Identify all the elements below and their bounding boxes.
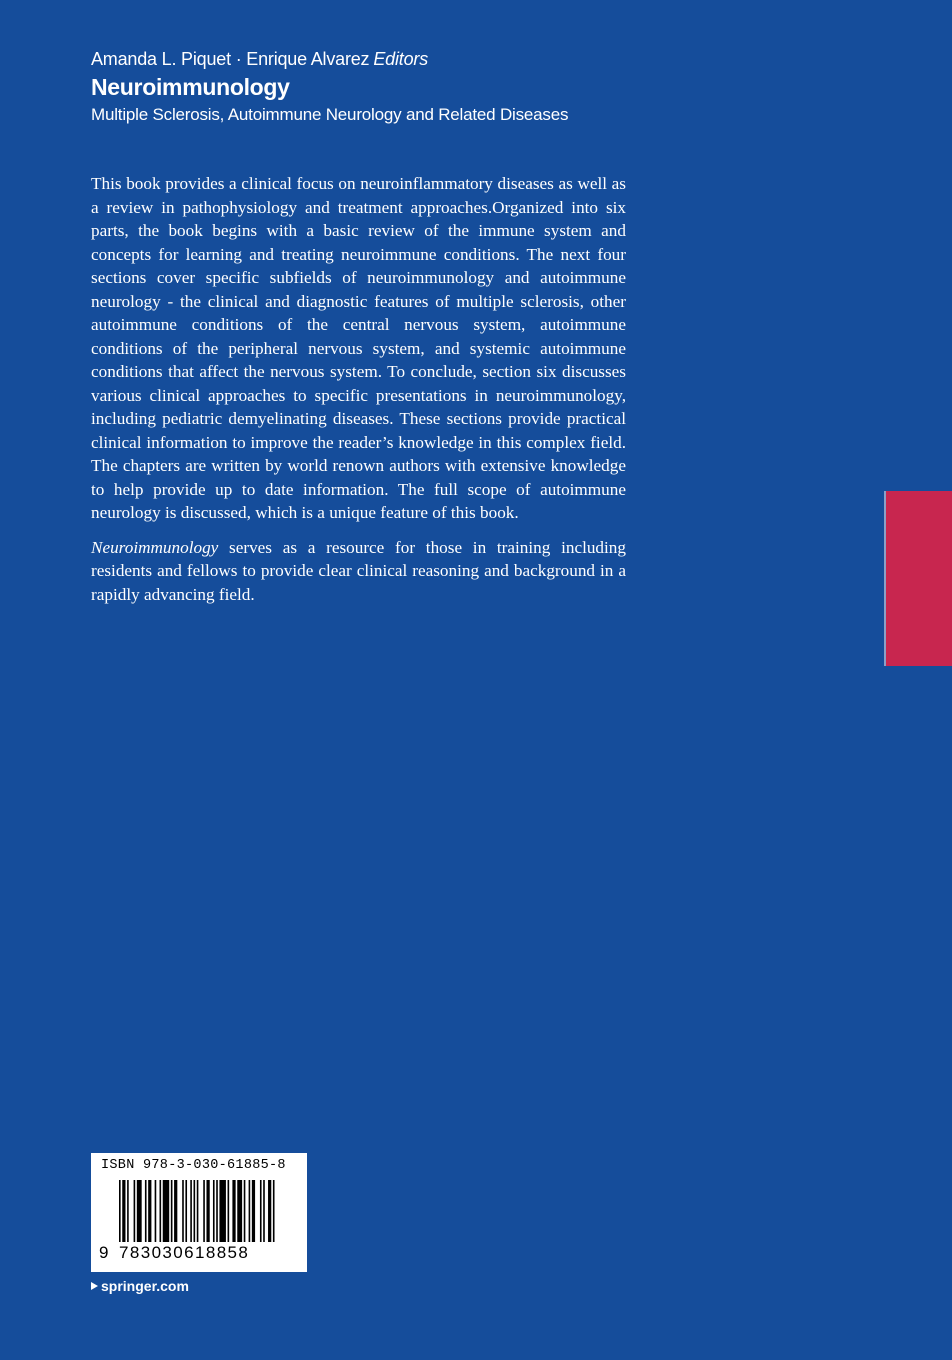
editor-names: Amanda L. Piquet · Enrique Alvarez bbox=[91, 49, 370, 69]
barcode-bar bbox=[232, 1180, 235, 1242]
barcode-bar bbox=[244, 1180, 246, 1242]
description-paragraph-1: This book provides a clinical focus on neuroinflammatory diseases as well as a review in pathophysiology and treatment approaches.Organized into six parts, the book begins with a basic review of the immune system and concepts for learning and treating neuroimmune conditions. The next four sections cover specific subfields of neuroimmunology and autoimmune neurology - the clinical and diagnostic features of multiple sclerosis, other autoimmune conditions of the central nervous system, autoimmune conditions of the peripheral nervous system, and systemic autoimmune conditions that affect the nervous system. To conclude, section six discusses various clinical approaches to specific presentations in neuroimmunology, including pediatric demyelinating diseases. These sections provide practical clinical information to improve the reader’s knowledge in this complex field. The chapters are written by world renown authors with extensive knowledge to help provide up to date information. The full scope of autoimmune neurology is discussed, which is a unique feature of this book. bbox=[91, 174, 626, 522]
book-subtitle: Multiple Sclerosis, Autoimmune Neurology and Related Diseases bbox=[91, 105, 569, 124]
barcode-bar bbox=[185, 1180, 187, 1242]
barcode-bar bbox=[148, 1180, 151, 1242]
barcode-bar bbox=[237, 1180, 242, 1242]
editors-line bbox=[91, 46, 691, 72]
isbn-number: ISBN 978-3-030-61885-8 bbox=[101, 1158, 286, 1173]
barcode-bar bbox=[119, 1180, 121, 1242]
arrow-right-icon bbox=[91, 1282, 98, 1290]
barcode-digits: 783030618858 bbox=[119, 1243, 250, 1262]
barcode-bar bbox=[134, 1180, 136, 1242]
barcode-bar bbox=[190, 1180, 192, 1242]
barcode-bar bbox=[252, 1180, 255, 1242]
publisher-link[interactable] bbox=[91, 1277, 189, 1295]
barcode-bar bbox=[249, 1180, 251, 1242]
book-description bbox=[91, 172, 626, 606]
barcode-bar bbox=[268, 1180, 271, 1242]
barcode-icon bbox=[117, 1180, 282, 1244]
description-paragraph-2-text: serves as a resource for those in training including residents and fellows to provide clear clinical reasoning and background in a rapidly advancing field. bbox=[91, 537, 626, 604]
barcode-first-digit: 9 bbox=[99, 1243, 109, 1262]
barcode-bar bbox=[203, 1180, 205, 1242]
barcode-bar bbox=[197, 1180, 199, 1242]
barcode-bar bbox=[137, 1180, 142, 1242]
barcode-bar bbox=[127, 1180, 129, 1242]
editors-role: Editors bbox=[373, 49, 428, 69]
barcode-bar bbox=[228, 1180, 230, 1242]
barcode-bar bbox=[155, 1180, 157, 1242]
barcode-bar bbox=[122, 1180, 125, 1242]
publisher-url: springer.com bbox=[101, 1278, 189, 1294]
barcode-bar bbox=[194, 1180, 196, 1242]
barcode-bar bbox=[263, 1180, 265, 1242]
barcode-bar bbox=[273, 1180, 275, 1242]
barcode-bar bbox=[182, 1180, 184, 1242]
barcode-bar bbox=[206, 1180, 209, 1242]
description-book-title: Neuroimmunology bbox=[91, 537, 219, 557]
barcode-bar bbox=[216, 1180, 218, 1242]
barcode-bar bbox=[171, 1180, 173, 1242]
book-title: Neuroimmunology bbox=[91, 74, 290, 100]
barcode-bar bbox=[219, 1180, 225, 1242]
barcode-bar bbox=[213, 1180, 215, 1242]
barcode-bar bbox=[174, 1180, 177, 1242]
barcode-label bbox=[91, 1153, 307, 1272]
description-paragraph-2 bbox=[91, 536, 626, 607]
barcode-bar bbox=[163, 1180, 169, 1242]
barcode-bar bbox=[160, 1180, 162, 1242]
barcode-bar bbox=[260, 1180, 262, 1242]
color-tab bbox=[884, 491, 952, 666]
cover-header bbox=[91, 46, 691, 128]
barcode-bar bbox=[145, 1180, 147, 1242]
